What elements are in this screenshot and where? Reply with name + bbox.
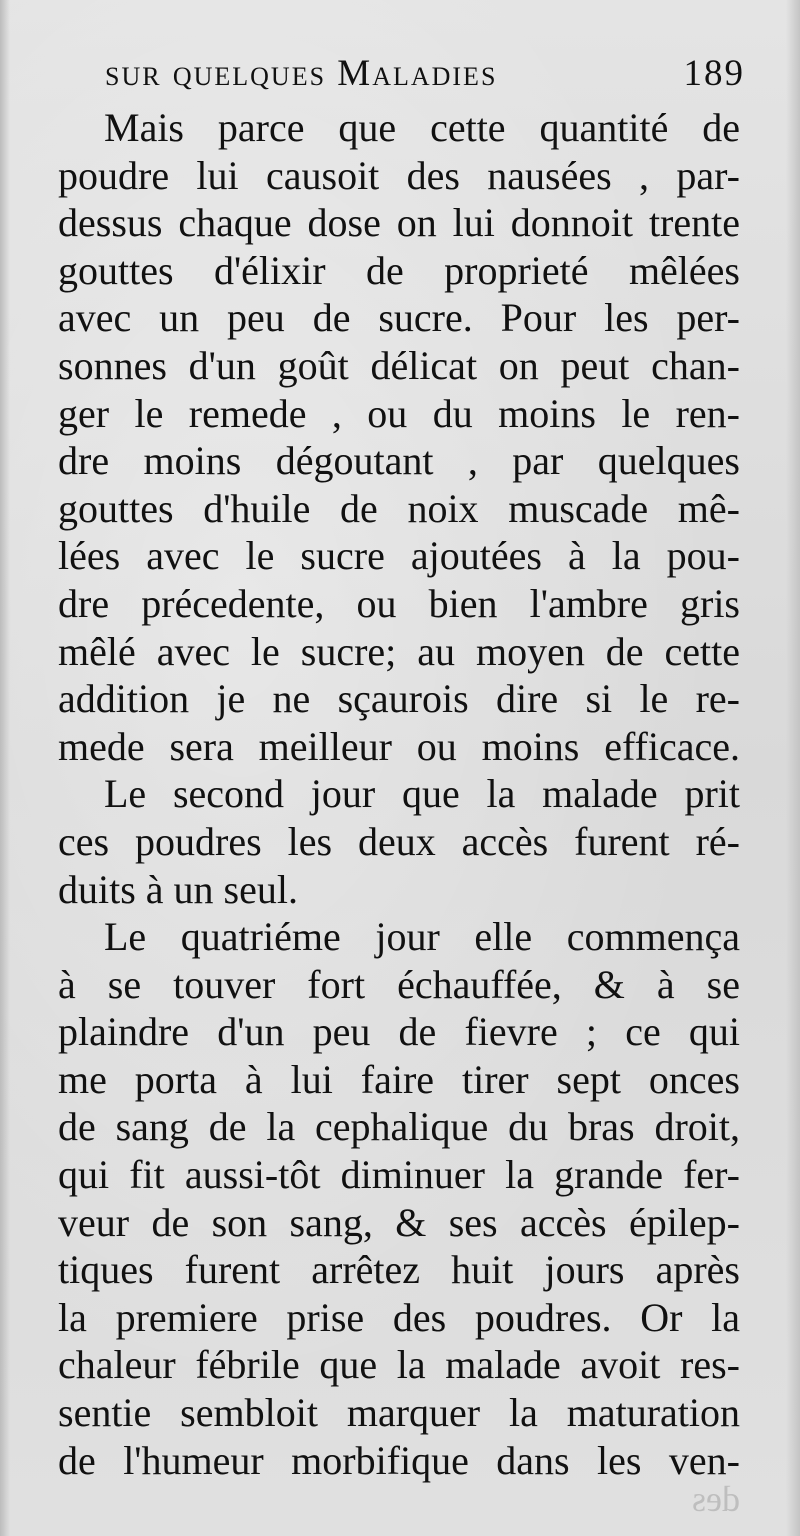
text-line: avec un peu de sucre. Pour les per- [58,295,740,341]
text-line: dre précedente, ou bien l'ambre gris [58,580,740,626]
text-line: mede sera meilleur ou moins efficace. [58,723,740,769]
text-line: lées avec le sucre ajoutées à la pou- [58,533,740,579]
text-line: gouttes d'élixir de proprieté mêlées [58,247,740,293]
text-line: duits à un seul. [58,866,298,912]
text-line: à se touver fort échauffée, & à se [58,961,740,1007]
text-line: chaleur fébrile que la malade avoit res- [58,1342,740,1388]
text-line: veur de son sang, & ses accès épilep- [58,1199,740,1245]
page-number: 189 [683,53,745,94]
text-line: gouttes d'huile de noix muscade mê- [58,485,740,531]
text-line: Le quatriéme jour elle commença [104,914,740,960]
text-line: qui fit aussi-tôt diminuer la grande fer- [58,1152,740,1198]
text-line: de l'humeur morbifique dans les ven- [58,1437,740,1483]
page-edge-left [0,0,10,1536]
text-line: dre moins dégoutant , par quelques [58,438,740,484]
text-line: Le second jour que la malade prit [104,771,740,817]
text-line: sonnes d'un goût délicat on peut chan- [58,342,740,388]
text-line: me porta à lui faire tirer sept onces [58,1056,740,1102]
running-head [105,52,745,104]
text-line: ces poudres les deux accès furent ré- [58,818,740,864]
text-line: tiques furent arrêtez huit jours après [58,1247,740,1293]
running-head-title: sur quelques Maladies [105,53,498,94]
text-line: addition je ne sçaurois dire si le re- [58,676,740,722]
text-line: dessus chaque dose on lui donnoit trente [58,200,740,246]
text-line: la premiere prise des poudres. Or la [58,1294,740,1340]
bleed-through-catchword: des [692,1479,740,1519]
body-text [58,104,740,1484]
text-line: de sang de la cephalique du bras droit, [58,1104,740,1150]
text-line: plaindre d'un peu de fievre ; ce qui [58,1009,740,1055]
text-line: ger le remede , ou du moins le ren- [58,390,740,436]
text-line: poudre lui causoit des nausées , par- [58,152,740,198]
page-edge-right [786,0,800,1536]
text-line: mêlé avec le sucre; au moyen de cette [58,628,740,674]
text-line: Mais parce que cette quantité de [104,105,740,150]
text-line: sentie sembloit marquer la maturation [58,1390,740,1436]
